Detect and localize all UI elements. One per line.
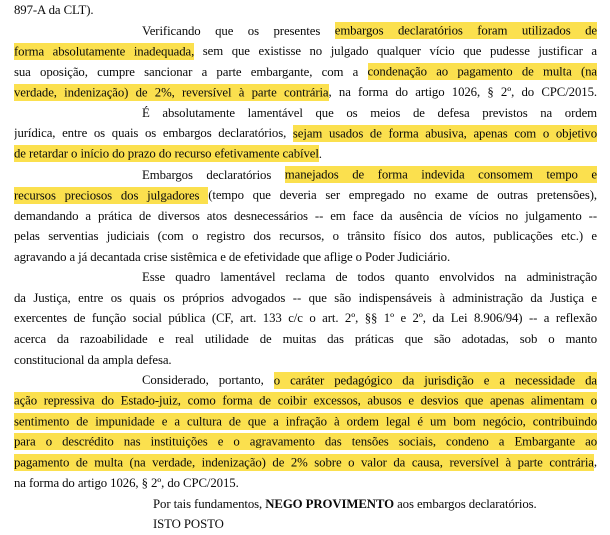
text-segment: Considerado, portanto, [142, 373, 274, 388]
text-line [14, 41, 597, 62]
paragraph [14, 165, 597, 268]
text-line [14, 370, 597, 391]
text-segment: Esse quadro lamentável reclama de todos quanto envolvidos na administração [142, 270, 597, 285]
highlighted-text: condenação ao pagamento de multa (na [367, 64, 597, 79]
text-line [14, 452, 597, 473]
highlighted-text: ação repressiva do Estado-juiz, como forma de coibir excessos, abusos e desvios que apenas alimentam o [14, 393, 597, 408]
text-segment: ISTO POSTO [153, 517, 224, 532]
highlighted-text: embargos declaratórios foram utilizados de [334, 23, 597, 38]
text-line [14, 247, 597, 268]
text-segment: É absolutamente lamentável que os meios de defesa previstos na ordem [142, 105, 597, 120]
text-line [14, 494, 597, 515]
paragraph [14, 103, 597, 165]
paragraph [14, 370, 597, 493]
text-line [14, 82, 597, 103]
text-segment: exercentes de função social pública (CF, art. 133 c/c o art. 2º, §§ 1º e 2º, da Lei 8.906/94) -- a reflexão [14, 311, 597, 326]
text-segment: 897-A da CLT). [14, 3, 94, 17]
bold-text: NEGO PROVIMENTO [265, 496, 394, 511]
text-line [14, 103, 597, 124]
highlighted-text: sentimento de impunidade e a cultura de que a infração à ordem legal é um bom negócio, contribuindo [14, 414, 597, 429]
text-segment: demandando a prática de diversos atos desnecessários -- em face da ausência de vícios no julgamento -- [14, 208, 597, 223]
paragraph [14, 21, 597, 103]
text-line [14, 144, 597, 165]
paragraph [14, 0, 597, 21]
text-line [14, 62, 597, 83]
text-line [14, 432, 597, 453]
highlighted-text: forma absolutamente inadequada, [14, 44, 195, 59]
text-segment: Embargos declaratórios [142, 167, 285, 182]
text-line [14, 288, 597, 309]
text-line [14, 267, 597, 288]
text-segment: na forma do artigo 1026, § 2º, do CPC/2015. [14, 475, 239, 490]
text-segment: (tempo que deveria ser empregado no exame de outras pretensões), [208, 188, 597, 203]
highlighted-text: sejam usados de forma abusiva, apenas com o objetivo [292, 126, 597, 141]
text-segment: agravando a já decantada crise sistêmica e de efetividade que aflige o Poder Judiciário. [14, 249, 451, 264]
text-segment: Verificando que os presentes [142, 23, 335, 38]
text-line [14, 350, 597, 371]
text-segment: sua oposição, cumpre sancionar a parte embargante, com a [14, 64, 368, 79]
text-segment: Por tais fundamentos, [153, 496, 266, 511]
text-line [14, 123, 597, 144]
text-line [14, 514, 597, 535]
text-line [14, 165, 597, 186]
text-line [14, 185, 597, 206]
text-line [14, 0, 597, 21]
text-segment: , [593, 455, 597, 470]
text-segment: aos embargos declaratórios. [393, 496, 537, 511]
text-segment: sem que existisse no julgado qualquer vício que pudesse justificar a [194, 44, 597, 59]
text-line [14, 473, 597, 494]
highlighted-text: pagamento de multa (na verdade, indenização) de 2% sobre o valor da causa, reversível à parte contrária [14, 455, 594, 470]
text-segment: constitucional da ampla defesa. [14, 352, 172, 367]
highlighted-text: o caráter pedagógico da jurisdição e a necessidade da [273, 373, 597, 388]
highlighted-text: manejados de forma indevida consomem tempo e [284, 167, 597, 182]
text-segment: da Justiça, entre os quais os próprios advogados -- que são indispensáveis à administração da Justiça e [14, 290, 597, 305]
text-segment: jurídica, entre os quais os embargos declaratórios, [14, 126, 293, 141]
text-line [14, 411, 597, 432]
text-segment: . [318, 146, 322, 161]
document-body [14, 0, 597, 535]
text-line [14, 206, 597, 227]
text-segment: pelas serventias judiciais (com o registro dos recursos, o trânsito físico dos autos, publicações etc.) e [14, 229, 597, 244]
highlighted-text: recursos preciosos dos julgadores [14, 188, 209, 203]
paragraph [14, 514, 597, 535]
text-segment: , na forma do artigo 1026, § 2º, do CPC/2015. [328, 85, 597, 100]
text-line [14, 329, 597, 350]
highlighted-text: para o descrédito nas instituições e o agravamento das tensões sociais, condeno a Embargante ao [14, 434, 597, 449]
paragraph [14, 267, 597, 370]
text-line [14, 391, 597, 412]
highlighted-text: verdade, indenização) de 2%, reversível à parte contrária [14, 85, 329, 100]
text-line [14, 21, 597, 42]
text-segment: acerca da razoabilidade e real utilidade de muitas das práticas que são adotadas, sob o manto [14, 332, 597, 346]
highlighted-text: de retardar o início do prazo do recurso efetivamente cabível [14, 146, 319, 161]
text-line [14, 308, 597, 329]
paragraph [14, 494, 597, 515]
text-line [14, 226, 597, 247]
